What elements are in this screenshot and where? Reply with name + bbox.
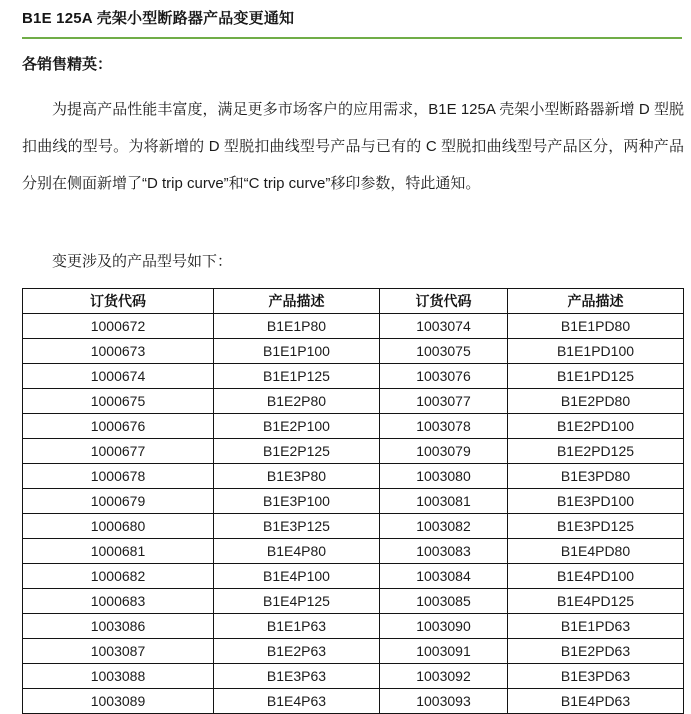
table-cell: B1E2P63	[214, 639, 380, 664]
table-cell: B1E1PD63	[508, 614, 684, 639]
table-cell: B1E2PD80	[508, 389, 684, 414]
table-cell: 1003093	[380, 689, 508, 714]
table-cell: B1E4PD125	[508, 589, 684, 614]
table-cell: 1000672	[23, 314, 214, 339]
product-table-body	[23, 314, 684, 714]
table-row	[23, 639, 684, 664]
table-cell: B1E4PD100	[508, 564, 684, 589]
table-row	[23, 439, 684, 464]
table-cell: 1003089	[23, 689, 214, 714]
table-cell: 1003090	[380, 614, 508, 639]
table-cell: 1003082	[380, 514, 508, 539]
table-cell: B1E1PD100	[508, 339, 684, 364]
table-cell: 1000675	[23, 389, 214, 414]
table-cell: 1003092	[380, 664, 508, 689]
table-cell: 1003088	[23, 664, 214, 689]
table-cell: B1E4PD80	[508, 539, 684, 564]
header-order-code-1: 订货代码	[23, 289, 214, 314]
table-cell: 1000676	[23, 414, 214, 439]
table-cell: B1E2P125	[214, 439, 380, 464]
table-cell: 1003078	[380, 414, 508, 439]
table-cell: 1000682	[23, 564, 214, 589]
table-cell: 1003091	[380, 639, 508, 664]
table-cell: B1E4P125	[214, 589, 380, 614]
table-cell: 1003086	[23, 614, 214, 639]
table-row	[23, 464, 684, 489]
table-cell: 1003085	[380, 589, 508, 614]
table-cell: B1E1PD125	[508, 364, 684, 389]
table-cell: B1E3P100	[214, 489, 380, 514]
table-cell: B1E4P63	[214, 689, 380, 714]
table-cell: B1E3PD100	[508, 489, 684, 514]
table-cell: 1000673	[23, 339, 214, 364]
table-row	[23, 314, 684, 339]
table-cell: 1003077	[380, 389, 508, 414]
product-table	[22, 288, 684, 714]
table-cell: B1E3P125	[214, 514, 380, 539]
table-row	[23, 664, 684, 689]
table-row	[23, 339, 684, 364]
header-order-code-2: 订货代码	[380, 289, 508, 314]
table-row	[23, 589, 684, 614]
table-cell: B1E2PD125	[508, 439, 684, 464]
table-cell: 1000677	[23, 439, 214, 464]
table-intro-text: 变更涉及的产品型号如下：	[52, 253, 233, 270]
table-cell: B1E2P80	[214, 389, 380, 414]
table-cell: 1000679	[23, 489, 214, 514]
table-cell: B1E2P100	[214, 414, 380, 439]
table-cell: 1003074	[380, 314, 508, 339]
table-cell: 1000680	[23, 514, 214, 539]
table-cell: B1E1P125	[214, 364, 380, 389]
table-cell: 1003075	[380, 339, 508, 364]
table-cell: B1E3P80	[214, 464, 380, 489]
table-cell: 1003076	[380, 364, 508, 389]
header-product-desc-2: 产品描述	[508, 289, 684, 314]
table-row	[23, 364, 684, 389]
title-divider-rule	[22, 37, 682, 39]
table-row	[23, 489, 684, 514]
notice-paragraph: 为提高产品性能丰富度，满足更多市场客户的应用需求，B1E 125A 壳架小型断路器新增 D 型脱扣曲线的型号。为将新增的 D 型脱扣曲线型号产品与已有的 C 型脱扣曲线型号产品区分，两种产品分别在侧面新增了“D trip curve”和“C trip curve”移印参数，特此通知。	[22, 101, 684, 192]
table-row	[23, 689, 684, 714]
table-row	[23, 389, 684, 414]
table-cell: B1E4P80	[214, 539, 380, 564]
table-cell: B1E3PD125	[508, 514, 684, 539]
table-cell: 1003081	[380, 489, 508, 514]
table-cell: B1E1P100	[214, 339, 380, 364]
table-cell: B1E2PD100	[508, 414, 684, 439]
table-cell: 1003080	[380, 464, 508, 489]
table-cell: B1E1PD80	[508, 314, 684, 339]
table-cell: B1E1P63	[214, 614, 380, 639]
table-cell: B1E1P80	[214, 314, 380, 339]
table-cell: B1E3P63	[214, 664, 380, 689]
table-cell: B1E4P100	[214, 564, 380, 589]
table-cell: B1E3PD63	[508, 664, 684, 689]
table-cell: 1003083	[380, 539, 508, 564]
table-cell: 1003079	[380, 439, 508, 464]
salutation-text: 各销售精英：	[22, 56, 113, 73]
table-row	[23, 614, 684, 639]
table-cell: 1000681	[23, 539, 214, 564]
table-cell: B1E2PD63	[508, 639, 684, 664]
page-title: B1E 125A 壳架小型断路器产品变更通知	[22, 10, 295, 27]
table-row	[23, 514, 684, 539]
table-cell: B1E3PD80	[508, 464, 684, 489]
table-cell: 1000678	[23, 464, 214, 489]
table-cell: 1000674	[23, 364, 214, 389]
table-cell: 1003087	[23, 639, 214, 664]
header-product-desc-1: 产品描述	[214, 289, 380, 314]
table-row	[23, 539, 684, 564]
table-row	[23, 564, 684, 589]
table-cell: B1E4PD63	[508, 689, 684, 714]
table-cell: 1003084	[380, 564, 508, 589]
table-row	[23, 414, 684, 439]
table-cell: 1000683	[23, 589, 214, 614]
table-header-row	[23, 289, 684, 314]
